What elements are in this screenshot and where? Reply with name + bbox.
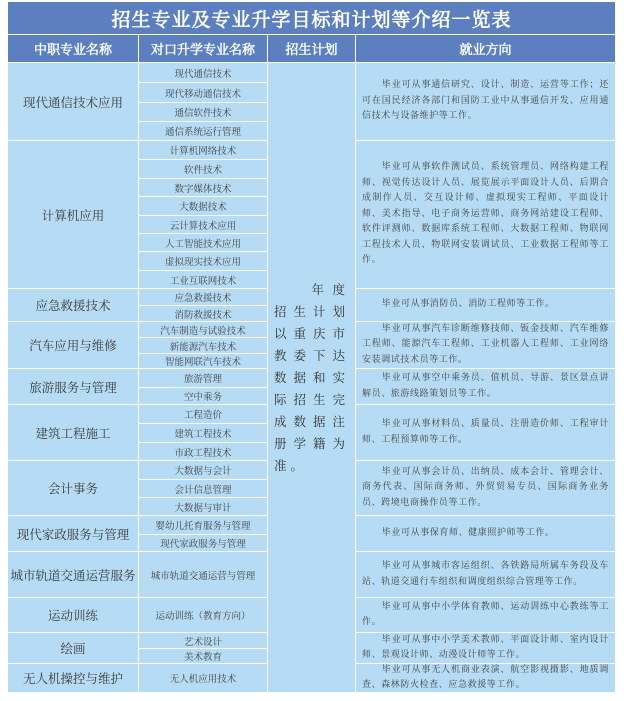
- enrollment-plan-note: [268, 63, 355, 692]
- employment-text: 毕业可从事材料员、质量员、注册造价师、工程审计师、工程预算师等工作。: [362, 419, 609, 445]
- program-name: 应急救援技术: [139, 289, 267, 305]
- major-name: 绘画: [8, 633, 138, 663]
- employment-text: 毕业可从事保育师、健康照护师等工作。: [381, 527, 555, 538]
- program-name: 现代通信技术: [139, 63, 267, 82]
- major-name: 现代家政服务与管理: [8, 516, 138, 551]
- program-name: 无人机应用技术: [139, 664, 267, 692]
- program-name: 智能网联汽车技术: [139, 354, 267, 368]
- major-name: 汽车应用与维修: [8, 322, 138, 368]
- header-program: 对口升学专业名称: [139, 35, 267, 62]
- header-major: 中职专业名称: [8, 35, 138, 62]
- program-name: 现代移动通信技术: [139, 83, 267, 102]
- employment-text: 毕业可从事会计员、出纳员、成本会计、管理会计、商务代表、国际商务师、外贸贸易专员、国际商务业务员、跨境电商操作员等工作。: [362, 466, 609, 508]
- program-name: 计算机网络技术: [139, 141, 267, 159]
- employment-direction: [356, 516, 615, 551]
- program-name: 艺术设计: [139, 633, 267, 648]
- employment-direction: [356, 461, 615, 515]
- program-name: 旅游管理: [139, 369, 267, 387]
- major-name: 运动训练: [8, 598, 138, 632]
- major-name: 应急救援技术: [8, 289, 138, 321]
- employment-text: 毕业可从事城市客运组织、各铁路局所属车务段及车站、轨道交通行车组织和调度组织综合管理等工作。: [362, 561, 609, 587]
- employment-text: 毕业可从事空中乘务员、值机员、导游、景区景点讲解员、旅游线路策划员等工作。: [362, 373, 609, 399]
- employment-text: 毕业可从事中小学美术教师、平面设计师、室内设计师、景观设计师、动漫设计师等工作。: [362, 634, 609, 660]
- header-employment: 就业方向: [356, 35, 615, 62]
- employment-direction: [356, 369, 615, 404]
- employment-direction: [356, 289, 615, 321]
- program-name: 通信软件技术: [139, 103, 267, 121]
- program-name: 建筑工程技术: [139, 424, 267, 442]
- program-name: 云计算技术应用: [139, 216, 267, 233]
- employment-direction: [356, 405, 615, 460]
- program-name: 新能源汽车技术: [139, 338, 267, 353]
- employment-direction: [356, 63, 615, 140]
- program-name: 大数据技术: [139, 197, 267, 215]
- program-name: 会计信息管理: [139, 480, 267, 497]
- employment-text: 毕业可从事汽车诊断维修技师、钣金技师、汽车维修工程师、能源汽车工程师、工业机器人工程师、工业网络安装调试技术员等工作。: [362, 323, 609, 365]
- employment-text: 毕业可从事通信研究、设计、制造、运营等工作；还可在国民经济各部门和国防工业中从事通信开发、应用通信技术与设备维护等工作。: [362, 80, 609, 122]
- program-name: 汽车制造与试验技术: [139, 322, 267, 337]
- program-name: 大数据与审计: [139, 498, 267, 515]
- program-name: 婴幼儿托育服务与管理: [139, 516, 267, 534]
- employment-direction: [356, 552, 615, 597]
- major-name: 无人机操控与维护: [8, 664, 138, 692]
- employment-direction: [356, 598, 615, 632]
- major-name: 计算机应用: [8, 141, 138, 288]
- program-name: 美术教育: [139, 649, 267, 663]
- program-name: 大数据与会计: [139, 461, 267, 479]
- program-name: 工业互联网技术: [139, 271, 267, 288]
- employment-text: 毕业可从事软件测试员、系统管理员、网络构建工程师、视觉传达设计人员、展览展示平面设计人员、后期合成制作人员、交互设计师、虚拟现实工程师、平面设计师、美术指导、电子商务运营师、商务网站建设工程师、软件评测师、数据库系统工程师、大数据工程师、物联网工程技术人员、物联网安装调试员、工业数据工程师等工作。: [362, 162, 609, 266]
- program-name: 消防救援技术: [139, 306, 267, 321]
- enrollment-table: [8, 2, 615, 692]
- program-name: 人工智能技术应用: [139, 234, 267, 251]
- program-name: 运动训练（教育方向）: [139, 598, 267, 632]
- major-name: 会计事务: [8, 461, 138, 515]
- program-name: 市政工程技术: [139, 443, 267, 460]
- major-name: 城市轨道交通运营服务: [8, 552, 138, 597]
- program-name: 工程造价: [139, 405, 267, 423]
- employment-text: 毕业可从事消防员、消防工程师等工作。: [381, 299, 555, 310]
- program-name: 城市轨道交通运营与管理: [139, 552, 267, 597]
- program-name: 通信系统运行管理: [139, 122, 267, 140]
- employment-text: 毕业可从事无人机商业表演、航空影视摄影、地质调查、森林防火检查、应急救援等工作。: [362, 664, 609, 690]
- major-name: 建筑工程施工: [8, 405, 138, 460]
- program-name: 数字媒体技术: [139, 179, 267, 196]
- program-name: 软件技术: [139, 160, 267, 178]
- major-name: 现代通信技术应用: [8, 63, 138, 140]
- employment-direction: [356, 664, 615, 692]
- major-name: 旅游服务与管理: [8, 369, 138, 404]
- plan-text: 年度招生计划以重庆市教委下达数据和实际招生完成数据注册学籍为准。: [274, 281, 349, 473]
- employment-direction: [356, 141, 615, 288]
- header-plan: 招生计划: [268, 35, 355, 62]
- employment-direction: [356, 322, 615, 368]
- program-name: 虚拟现实技术应用: [139, 252, 267, 270]
- program-name: 现代家政服务与管理: [139, 535, 267, 551]
- table-title: 招生专业及专业升学目标和计划等介绍一览表: [8, 2, 615, 34]
- program-name: 空中乘务: [139, 388, 267, 404]
- employment-text: 毕业可从事中小学体育教师、运动训练中心教练等工作。: [362, 601, 609, 627]
- employment-direction: [356, 633, 615, 663]
